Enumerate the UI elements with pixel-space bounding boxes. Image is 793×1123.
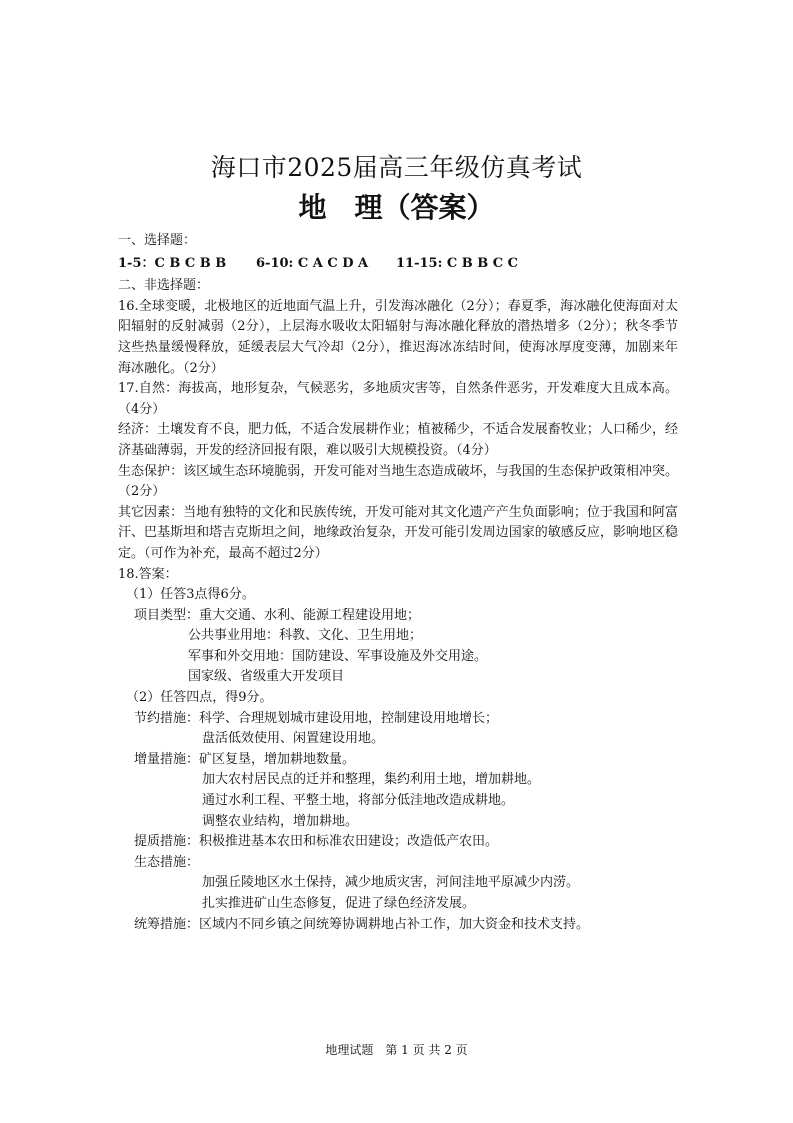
subject-title: 地 理（答案）	[298, 191, 495, 224]
q17-other: 其它因素：当地有独特的文化和民族传统，开发可能对其文化遗产产生负面影响；位于我国和阿富汗、巴基斯坦和塔吉克斯坦之间，地缘政治复杂，开发可能引发周边国家的敏感反应，影响地区稳定。（可作为补充，最高不超过2分）	[118, 504, 678, 561]
q18-increase-item: 加大农村居民点的迁并和整理，集约利用土地，增加耕地。	[202, 772, 541, 788]
q18-part2: （2）任答四点，得9分。	[126, 690, 273, 706]
q17-ecology: 生态保护：该区域生态环境脆弱，开发可能对当地生态造成破坏，与我国的生态保护政策相冲突。（2分）	[118, 463, 678, 500]
q16-answer: 16.全球变暖，北极地区的近地面气温上升，引发海冰融化（2分）；春夏季，海冰融化使海面对太阳辐射的反射减弱（2分），上层海水吸收太阳辐射与海冰融化释放的潜热增多（2分）；秋冬季节这些热量缓慢释放，延缓表层大气冷却（2分），推迟海冰冻结时间，使海冰厚度变薄，加剧来年海冰融化。（2分）	[118, 298, 678, 376]
q18-heading: 18.答案：	[118, 566, 178, 582]
choice-answers-11-15: 11-15: C B B C C	[396, 255, 519, 271]
q18-increase-measures: 增量措施：矿区复垦，增加耕地数量。	[134, 751, 356, 767]
q18-eco-measures: 生态措施：	[134, 854, 200, 870]
choice-answers-6-10: 6-10: C A C D A	[256, 255, 369, 271]
answer-content	[118, 231, 678, 935]
section-choice-heading: 一、选择题：	[118, 233, 197, 248]
q18-increase-item: 调整农业结构，增加耕地。	[202, 813, 359, 829]
q18-eco-item: 扎实推进矿山生态修复，促进了绿色经济发展。	[202, 896, 476, 911]
q18-saving-item: 盘活低效使用、闲置建设用地。	[202, 731, 385, 747]
q18-saving-measures: 节约措施：科学、合理规划城市建设用地，控制建设用地增长；	[134, 710, 499, 726]
q18-increase-item: 通过水利工程、平整土地，将部分低洼地改造成耕地。	[202, 793, 515, 809]
choice-answers-1-5: 1-5：C B C B B	[118, 255, 227, 271]
q18-type-item: 军事和外交用地：国防建设、军事设施及外交用途。	[188, 648, 488, 664]
q18-type-item: 公共事业用地：科教、文化、卫生用地；	[188, 628, 423, 644]
choice-answers	[118, 254, 678, 275]
q18-part1: （1）任答3点得6分。	[126, 587, 255, 603]
q17-natural: 17.自然：海拔高，地形复杂，气候恶劣，多地质灾害等，自然条件恶劣，开发难度大且成本高。（4分）	[118, 381, 678, 417]
q18-quality-measures: 提质措施：积极推进基本农田和标准农田建设；改造低产农田。	[134, 834, 499, 850]
q18-coordination-measures: 统筹措施：区域内不同乡镇之间统筹协调耕地占补工作，加大资金和技术支持。	[134, 916, 590, 932]
page-footer: 地理试题 第 1 页 共 2 页	[325, 1043, 468, 1057]
exam-title: 海口市2025届高三年级仿真考试	[210, 153, 583, 182]
q18-project-types: 项目类型：重大交通、水利、能源工程建设用地；	[134, 607, 421, 623]
q18-eco-item: 加强丘陵地区水土保持，减少地质灾害，河间洼地平原减少内涝。	[202, 875, 580, 891]
section-nonchoice-heading: 二、非选择题：	[118, 278, 210, 294]
q18-type-item: 国家级、省级重大开发项目	[188, 669, 345, 685]
q17-economic: 经济：土壤发育不良，肥力低，不适合发展耕作业；植被稀少，不适合发展畜牧业；人口稀少，经济基础薄弱，开发的经济回报有限，难以吸引大规模投资。（4分）	[118, 422, 678, 458]
